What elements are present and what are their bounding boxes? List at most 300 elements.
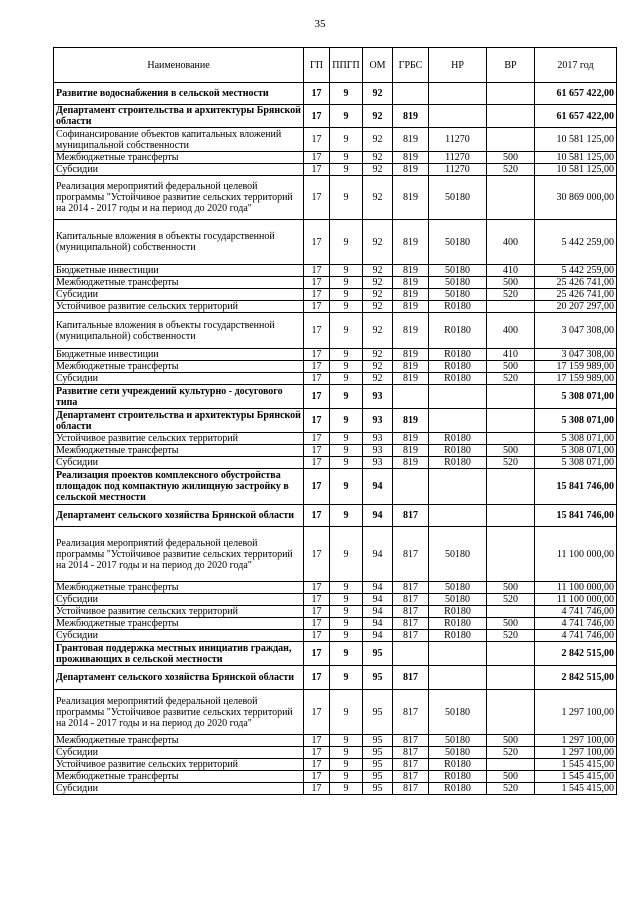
cell-gp: 17	[304, 445, 330, 457]
header-name: Наименование	[54, 48, 304, 83]
cell-gp: 17	[304, 385, 330, 409]
cell-om: 95	[363, 771, 393, 783]
cell-amount: 1 545 415,00	[535, 759, 617, 771]
cell-amount: 25 426 741,00	[535, 289, 617, 301]
cell-grbs: 819	[393, 277, 429, 289]
cell-grbs: 819	[393, 128, 429, 152]
header-vr: ВР	[487, 48, 535, 83]
cell-name: Капитальные вложения в объекты государственной (муниципальной) собственности	[54, 313, 304, 349]
cell-ppgp: 9	[330, 469, 363, 505]
cell-nr: 50180	[429, 527, 487, 582]
budget-table	[53, 47, 617, 795]
cell-name: Межбюджетные трансферты	[54, 152, 304, 164]
cell-om: 92	[363, 220, 393, 265]
cell-om: 93	[363, 409, 393, 433]
cell-gp: 17	[304, 618, 330, 630]
cell-vr: 520	[487, 783, 535, 795]
cell-nr: 50180	[429, 265, 487, 277]
cell-amount: 15 841 746,00	[535, 469, 617, 505]
cell-grbs: 819	[393, 349, 429, 361]
table-row	[54, 642, 617, 666]
cell-gp: 17	[304, 105, 330, 128]
cell-amount: 4 741 746,00	[535, 630, 617, 642]
cell-ppgp: 9	[330, 105, 363, 128]
cell-grbs: 817	[393, 594, 429, 606]
cell-ppgp: 9	[330, 582, 363, 594]
cell-ppgp: 9	[330, 642, 363, 666]
cell-vr: 520	[487, 457, 535, 469]
cell-ppgp: 9	[330, 361, 363, 373]
cell-name: Субсидии	[54, 747, 304, 759]
cell-nr: 50180	[429, 747, 487, 759]
cell-amount: 11 100 000,00	[535, 527, 617, 582]
cell-gp: 17	[304, 594, 330, 606]
cell-amount: 1 545 415,00	[535, 783, 617, 795]
cell-nr: R0180	[429, 433, 487, 445]
cell-amount: 5 442 259,00	[535, 220, 617, 265]
cell-grbs	[393, 642, 429, 666]
cell-om: 93	[363, 385, 393, 409]
table-row	[54, 265, 617, 277]
cell-om: 92	[363, 349, 393, 361]
cell-nr: R0180	[429, 349, 487, 361]
cell-vr	[487, 666, 535, 690]
cell-om: 95	[363, 735, 393, 747]
cell-ppgp: 9	[330, 385, 363, 409]
cell-vr: 500	[487, 445, 535, 457]
cell-ppgp: 9	[330, 289, 363, 301]
cell-amount: 30 869 000,00	[535, 176, 617, 220]
cell-nr: R0180	[429, 606, 487, 618]
cell-gp: 17	[304, 265, 330, 277]
cell-name: Департамент сельского хозяйства Брянской области	[54, 505, 304, 527]
cell-ppgp: 9	[330, 594, 363, 606]
cell-vr: 520	[487, 164, 535, 176]
page-number: 35	[314, 18, 326, 30]
cell-grbs: 819	[393, 289, 429, 301]
cell-nr: 50180	[429, 176, 487, 220]
cell-name: Грантовая поддержка местных инициатив граждан, проживающих в сельской местности	[54, 642, 304, 666]
cell-ppgp: 9	[330, 128, 363, 152]
cell-gp: 17	[304, 630, 330, 642]
cell-nr: R0180	[429, 618, 487, 630]
cell-vr	[487, 176, 535, 220]
cell-grbs: 819	[393, 105, 429, 128]
cell-ppgp: 9	[330, 349, 363, 361]
cell-amount: 2 842 515,00	[535, 666, 617, 690]
cell-grbs: 817	[393, 771, 429, 783]
cell-ppgp: 9	[330, 83, 363, 105]
table-row	[54, 747, 617, 759]
cell-gp: 17	[304, 128, 330, 152]
header-ppgp: ППГП	[330, 48, 363, 83]
table-row	[54, 349, 617, 361]
cell-ppgp: 9	[330, 277, 363, 289]
cell-om: 94	[363, 505, 393, 527]
cell-name: Субсидии	[54, 783, 304, 795]
cell-nr: 11270	[429, 128, 487, 152]
cell-ppgp: 9	[330, 301, 363, 313]
cell-grbs: 819	[393, 433, 429, 445]
cell-vr: 520	[487, 594, 535, 606]
cell-nr	[429, 666, 487, 690]
cell-nr	[429, 469, 487, 505]
table-row	[54, 409, 617, 433]
cell-nr: 50180	[429, 690, 487, 735]
cell-name: Устойчивое развитие сельских территорий	[54, 606, 304, 618]
cell-nr: 50180	[429, 277, 487, 289]
cell-amount: 11 100 000,00	[535, 582, 617, 594]
cell-ppgp: 9	[330, 457, 363, 469]
cell-amount: 61 657 422,00	[535, 83, 617, 105]
cell-amount: 5 308 071,00	[535, 409, 617, 433]
cell-nr: 50180	[429, 289, 487, 301]
table-row	[54, 771, 617, 783]
cell-gp: 17	[304, 164, 330, 176]
cell-vr	[487, 385, 535, 409]
table-row	[54, 606, 617, 618]
cell-amount: 10 581 125,00	[535, 128, 617, 152]
cell-gp: 17	[304, 735, 330, 747]
cell-name: Департамент сельского хозяйства Брянской области	[54, 666, 304, 690]
cell-om: 92	[363, 265, 393, 277]
cell-grbs: 819	[393, 313, 429, 349]
cell-amount: 15 841 746,00	[535, 505, 617, 527]
cell-grbs: 819	[393, 373, 429, 385]
cell-vr	[487, 606, 535, 618]
cell-grbs: 819	[393, 301, 429, 313]
table-row	[54, 594, 617, 606]
cell-om: 95	[363, 759, 393, 771]
cell-om: 92	[363, 128, 393, 152]
table-row	[54, 469, 617, 505]
cell-nr	[429, 105, 487, 128]
cell-name: Развитие сети учреждений культурно - досугового типа	[54, 385, 304, 409]
cell-ppgp: 9	[330, 690, 363, 735]
table-row	[54, 505, 617, 527]
table-row	[54, 373, 617, 385]
cell-grbs: 819	[393, 220, 429, 265]
cell-grbs: 817	[393, 747, 429, 759]
table-row	[54, 666, 617, 690]
cell-grbs: 819	[393, 152, 429, 164]
table-row	[54, 83, 617, 105]
cell-amount: 2 842 515,00	[535, 642, 617, 666]
cell-om: 95	[363, 666, 393, 690]
cell-amount: 4 741 746,00	[535, 606, 617, 618]
cell-amount: 5 308 071,00	[535, 445, 617, 457]
cell-om: 94	[363, 594, 393, 606]
cell-amount: 17 159 989,00	[535, 361, 617, 373]
cell-name: Межбюджетные трансферты	[54, 445, 304, 457]
cell-amount: 10 581 125,00	[535, 152, 617, 164]
cell-om: 95	[363, 690, 393, 735]
table-row	[54, 289, 617, 301]
cell-vr	[487, 83, 535, 105]
cell-gp: 17	[304, 582, 330, 594]
cell-gp: 17	[304, 409, 330, 433]
cell-name: Межбюджетные трансферты	[54, 735, 304, 747]
cell-vr	[487, 642, 535, 666]
cell-gp: 17	[304, 349, 330, 361]
cell-amount: 20 207 297,00	[535, 301, 617, 313]
cell-ppgp: 9	[330, 630, 363, 642]
header-gp: ГП	[304, 48, 330, 83]
table-row	[54, 128, 617, 152]
cell-amount: 3 047 308,00	[535, 349, 617, 361]
cell-gp: 17	[304, 152, 330, 164]
cell-name: Межбюджетные трансферты	[54, 361, 304, 373]
cell-grbs: 819	[393, 409, 429, 433]
cell-gp: 17	[304, 289, 330, 301]
header-om: ОМ	[363, 48, 393, 83]
table-row	[54, 361, 617, 373]
table-row	[54, 313, 617, 349]
cell-nr	[429, 642, 487, 666]
cell-amount: 1 297 100,00	[535, 690, 617, 735]
cell-om: 94	[363, 630, 393, 642]
cell-name: Бюджетные инвестиции	[54, 265, 304, 277]
cell-grbs: 819	[393, 361, 429, 373]
cell-grbs: 817	[393, 606, 429, 618]
cell-name: Субсидии	[54, 289, 304, 301]
cell-gp: 17	[304, 373, 330, 385]
cell-name: Субсидии	[54, 594, 304, 606]
cell-nr: 11270	[429, 152, 487, 164]
cell-grbs: 817	[393, 505, 429, 527]
cell-om: 94	[363, 618, 393, 630]
table-row	[54, 759, 617, 771]
table-row	[54, 152, 617, 164]
table-row	[54, 385, 617, 409]
cell-vr: 520	[487, 747, 535, 759]
cell-grbs: 819	[393, 445, 429, 457]
cell-vr: 520	[487, 630, 535, 642]
cell-gp: 17	[304, 361, 330, 373]
cell-vr	[487, 527, 535, 582]
cell-ppgp: 9	[330, 759, 363, 771]
cell-grbs: 817	[393, 582, 429, 594]
cell-om: 93	[363, 433, 393, 445]
cell-amount: 17 159 989,00	[535, 373, 617, 385]
cell-vr: 520	[487, 373, 535, 385]
cell-om: 92	[363, 83, 393, 105]
cell-om: 92	[363, 277, 393, 289]
cell-om: 92	[363, 289, 393, 301]
cell-name: Реализация мероприятий федеральной целевой программы "Устойчивое развитие сельских территорий на 2014 - 2017 годы и на период до 2020 года"	[54, 176, 304, 220]
cell-gp: 17	[304, 176, 330, 220]
cell-amount: 1 297 100,00	[535, 735, 617, 747]
cell-vr	[487, 505, 535, 527]
cell-om: 92	[363, 105, 393, 128]
table-row	[54, 433, 617, 445]
table-row	[54, 176, 617, 220]
cell-om: 92	[363, 301, 393, 313]
cell-grbs: 819	[393, 265, 429, 277]
cell-grbs: 817	[393, 666, 429, 690]
table-row	[54, 630, 617, 642]
cell-gp: 17	[304, 783, 330, 795]
cell-vr: 400	[487, 313, 535, 349]
cell-name: Субсидии	[54, 457, 304, 469]
cell-ppgp: 9	[330, 618, 363, 630]
cell-amount: 5 308 071,00	[535, 433, 617, 445]
cell-name: Межбюджетные трансферты	[54, 277, 304, 289]
header-nr: НР	[429, 48, 487, 83]
cell-vr: 500	[487, 361, 535, 373]
table-row	[54, 527, 617, 582]
cell-gp: 17	[304, 457, 330, 469]
cell-name: Реализация проектов комплексного обустройства площадок под компактную жилищную застройку в сельской местности	[54, 469, 304, 505]
cell-gp: 17	[304, 747, 330, 759]
table-row	[54, 690, 617, 735]
cell-vr	[487, 759, 535, 771]
cell-vr: 410	[487, 349, 535, 361]
cell-grbs: 817	[393, 783, 429, 795]
cell-vr	[487, 128, 535, 152]
cell-gp: 17	[304, 313, 330, 349]
cell-grbs	[393, 385, 429, 409]
cell-om: 95	[363, 642, 393, 666]
cell-grbs	[393, 469, 429, 505]
cell-grbs: 817	[393, 618, 429, 630]
cell-gp: 17	[304, 759, 330, 771]
cell-gp: 17	[304, 469, 330, 505]
cell-om: 92	[363, 176, 393, 220]
cell-om: 93	[363, 457, 393, 469]
cell-nr: R0180	[429, 445, 487, 457]
cell-name: Субсидии	[54, 373, 304, 385]
cell-nr: 50180	[429, 582, 487, 594]
cell-grbs: 817	[393, 690, 429, 735]
cell-name: Бюджетные инвестиции	[54, 349, 304, 361]
cell-nr: R0180	[429, 457, 487, 469]
cell-nr: R0180	[429, 771, 487, 783]
cell-vr: 400	[487, 220, 535, 265]
cell-om: 92	[363, 164, 393, 176]
cell-amount: 3 047 308,00	[535, 313, 617, 349]
cell-om: 92	[363, 313, 393, 349]
cell-amount: 25 426 741,00	[535, 277, 617, 289]
table-row	[54, 457, 617, 469]
cell-amount: 5 442 259,00	[535, 265, 617, 277]
cell-gp: 17	[304, 220, 330, 265]
cell-vr: 500	[487, 771, 535, 783]
cell-ppgp: 9	[330, 265, 363, 277]
cell-amount: 1 297 100,00	[535, 747, 617, 759]
cell-vr	[487, 301, 535, 313]
cell-vr: 410	[487, 265, 535, 277]
table-body	[54, 83, 617, 795]
cell-name: Софинансирование объектов капитальных вложений муниципальной собственности	[54, 128, 304, 152]
cell-name: Межбюджетные трансферты	[54, 582, 304, 594]
cell-gp: 17	[304, 606, 330, 618]
cell-amount: 1 545 415,00	[535, 771, 617, 783]
cell-om: 92	[363, 373, 393, 385]
cell-nr: 11270	[429, 164, 487, 176]
cell-nr	[429, 409, 487, 433]
cell-ppgp: 9	[330, 747, 363, 759]
cell-vr: 500	[487, 618, 535, 630]
cell-ppgp: 9	[330, 783, 363, 795]
cell-ppgp: 9	[330, 152, 363, 164]
cell-name: Устойчивое развитие сельских территорий	[54, 759, 304, 771]
cell-name: Капитальные вложения в объекты государственной (муниципальной) собственности	[54, 220, 304, 265]
cell-ppgp: 9	[330, 220, 363, 265]
cell-ppgp: 9	[330, 445, 363, 457]
cell-ppgp: 9	[330, 666, 363, 690]
cell-ppgp: 9	[330, 771, 363, 783]
cell-gp: 17	[304, 83, 330, 105]
cell-nr: R0180	[429, 301, 487, 313]
cell-om: 94	[363, 527, 393, 582]
cell-om: 93	[363, 445, 393, 457]
table-row	[54, 582, 617, 594]
cell-grbs: 817	[393, 630, 429, 642]
cell-ppgp: 9	[330, 164, 363, 176]
table-header-row	[54, 48, 617, 83]
cell-grbs: 817	[393, 735, 429, 747]
cell-om: 94	[363, 582, 393, 594]
cell-name: Субсидии	[54, 164, 304, 176]
cell-name: Реализация мероприятий федеральной целевой программы "Устойчивое развитие сельских территорий на 2014 - 2017 годы и на период до 2020 года"	[54, 527, 304, 582]
table-row	[54, 220, 617, 265]
cell-om: 94	[363, 606, 393, 618]
cell-gp: 17	[304, 433, 330, 445]
table-row	[54, 618, 617, 630]
cell-ppgp: 9	[330, 176, 363, 220]
cell-vr: 500	[487, 735, 535, 747]
cell-amount: 5 308 071,00	[535, 457, 617, 469]
cell-gp: 17	[304, 527, 330, 582]
cell-nr: 50180	[429, 735, 487, 747]
cell-vr: 520	[487, 289, 535, 301]
cell-vr	[487, 690, 535, 735]
cell-nr: 50180	[429, 594, 487, 606]
cell-name: Межбюджетные трансферты	[54, 771, 304, 783]
cell-om: 92	[363, 152, 393, 164]
cell-name: Департамент строительства и архитектуры Брянской области	[54, 409, 304, 433]
cell-om: 92	[363, 361, 393, 373]
cell-om: 94	[363, 469, 393, 505]
cell-grbs	[393, 83, 429, 105]
cell-nr	[429, 385, 487, 409]
cell-gp: 17	[304, 771, 330, 783]
cell-ppgp: 9	[330, 606, 363, 618]
cell-gp: 17	[304, 642, 330, 666]
cell-gp: 17	[304, 666, 330, 690]
table-row	[54, 735, 617, 747]
cell-nr: R0180	[429, 783, 487, 795]
cell-nr	[429, 505, 487, 527]
cell-gp: 17	[304, 690, 330, 735]
cell-vr	[487, 409, 535, 433]
cell-grbs: 819	[393, 164, 429, 176]
cell-gp: 17	[304, 301, 330, 313]
cell-amount: 61 657 422,00	[535, 105, 617, 128]
cell-vr: 500	[487, 277, 535, 289]
table-row	[54, 105, 617, 128]
cell-name: Устойчивое развитие сельских территорий	[54, 301, 304, 313]
cell-name: Развитие водоснабжения в сельской местности	[54, 83, 304, 105]
cell-nr: R0180	[429, 313, 487, 349]
cell-om: 95	[363, 783, 393, 795]
cell-nr: R0180	[429, 759, 487, 771]
cell-ppgp: 9	[330, 409, 363, 433]
table-row	[54, 445, 617, 457]
cell-gp: 17	[304, 505, 330, 527]
table-row	[54, 164, 617, 176]
